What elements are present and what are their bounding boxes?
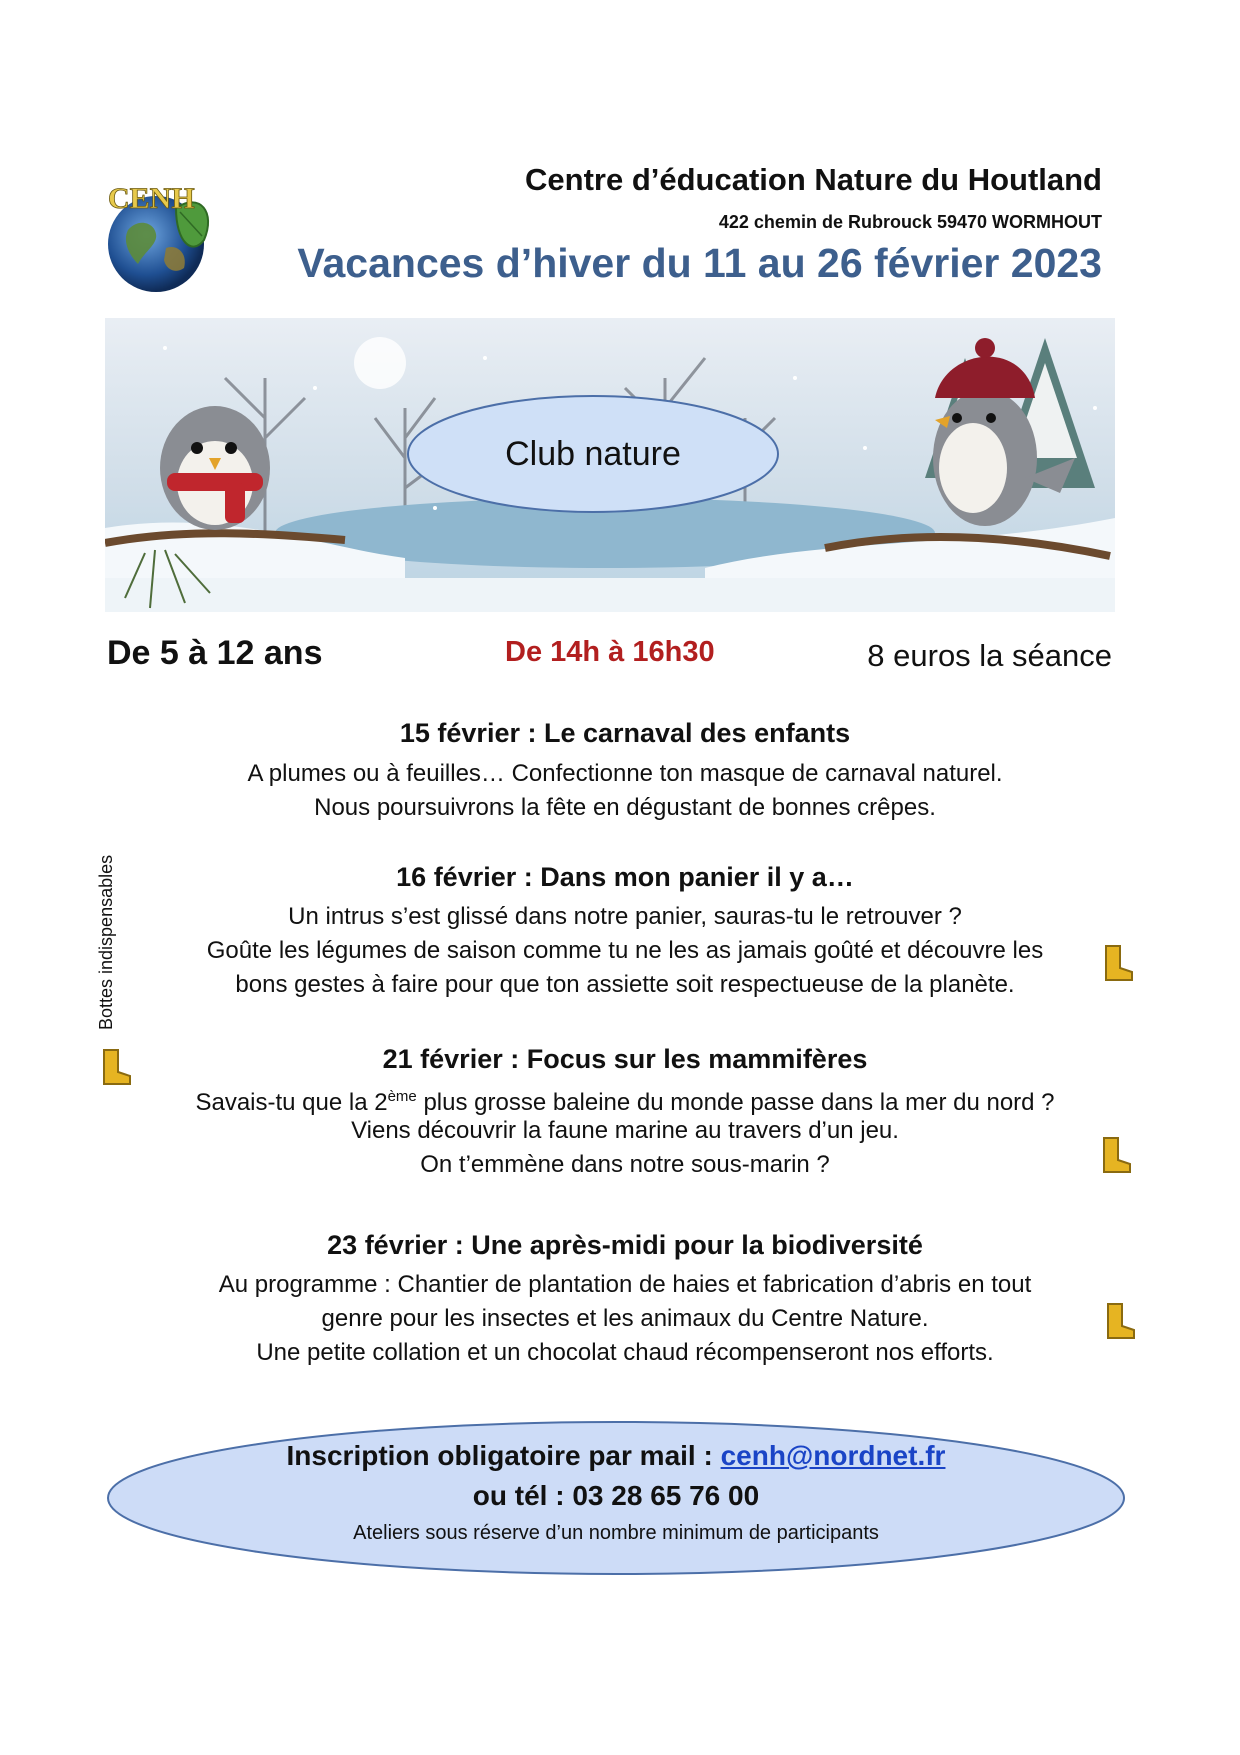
session-time: De 14h à 16h30 [505,636,715,668]
registration-phone: ou tél : 03 28 65 76 00 [472,1480,760,1511]
organization-address: 422 chemin de Rubrouck 59470 WORMHOUT [718,212,1102,232]
logo-text: CENH [108,182,195,215]
superscript: ème [387,1088,417,1105]
cenh-logo-globe [96,178,220,302]
day-line: genre pour les insectes et les animaux du Centre Nature. [321,1305,929,1332]
day-title: 16 février : Dans mon panier il y a… [396,862,854,892]
day-line: bons gestes à faire pour que ton assiette soit respectueuse de la planète. [235,971,1015,998]
organization-name: Centre d’éducation Nature du Houtland [525,162,1102,197]
club-nature-label: Club nature [505,434,681,473]
boot-icon [96,1048,132,1088]
email-link[interactable]: cenh@nordnet.fr [720,1440,946,1471]
boots-required-note: Bottes indispensables [96,854,116,1030]
line-part: Savais-tu que la 2 [195,1089,388,1116]
day-title: 23 février : Une après-midi pour la biodiversité [327,1230,923,1260]
day-line: Un intrus s’est glissé dans notre panier, sauras-tu le retrouver ? [288,903,962,930]
day-line: Au programme : Chantier de plantation de haies et fabrication d’abris en tout [218,1271,1032,1298]
day-line: Nous poursuivrons la fête en dégustant de bonnes crêpes. [314,794,936,821]
registration-label: Inscription obligatoire par mail : [286,1440,721,1471]
boot-icon [1098,944,1134,984]
day-title: 15 février : Le carnaval des enfants [399,718,851,748]
day-line: Goûte les légumes de saison comme tu ne les as jamais goûté et découvre les [206,937,1044,964]
boot-icon [1100,1302,1136,1342]
age-range: De 5 à 12 ans [107,634,323,672]
day-line: Une petite collation et un chocolat chaud récompenseront nos efforts. [256,1339,994,1366]
session-price: 8 euros la séance [867,638,1112,673]
event-title: Vacances d’hiver du 11 au 26 février 2023 [297,240,1102,286]
bird-with-scarf [160,406,270,530]
day-line: Viens découvrir la faune marine au travers d’un jeu. [351,1117,899,1144]
registration-note: Ateliers sous réserve d’un nombre minimum de participants [353,1522,879,1544]
registration-email-line [104,1440,1128,1472]
boot-icon [1096,1136,1132,1176]
day-line: A plumes ou à feuilles… Confectionne ton masque de carnaval naturel. [247,760,1003,787]
day-title: 21 février : Focus sur les mammifères [382,1044,868,1074]
day-line: On t’emmène dans notre sous-marin ? [420,1151,830,1178]
line-part: plus grosse baleine du monde passe dans la mer du nord ? [416,1089,1055,1116]
